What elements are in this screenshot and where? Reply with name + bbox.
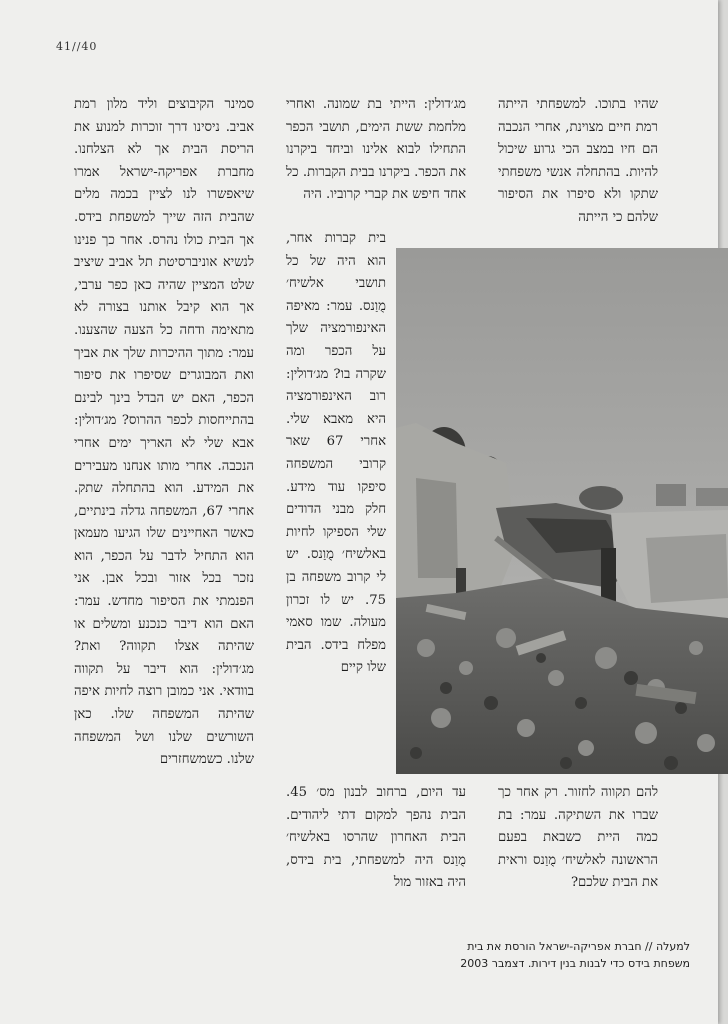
paragraph: עד היום, ברחוב לבנון מס׳ 45. הבית נהפך למקום דתי ליהודים. הבית האחרון שהרסו באלשיח׳ מֻוַנס היה למשפחתי, בית בידס, היה באזור מול bbox=[286, 785, 466, 891]
paragraph: בית קברות אחר, הוא היה של כל תושבי אלשיח׳ מֻוַנס. עמר: מאיפה האינפורמציה שלך על הכפר ומה שקרה בו? מג׳דולין: רוב האינפורמציה היא מאבא שלי. אחרי 67 שאר קרובי המשפחה סיפקו עוד מידע. חלק מבני הדודים שלי הספיקו לחיות באלשיח׳ מֻוַנס. יש לי קרוב משפחה בן 75. יש לו זכרון מעולה. שמו סאמי מפלח בידס. הבית שלו קיים bbox=[286, 231, 386, 676]
paragraph: סמינר הקיבוצים וליד מלון רמת אביב. ניסינו דרך זוכרות למנוע את הריסת הבית אך לא הצלחנו. מחברת אפריקה-ישראל אמרו שיאפשרו לנו לציין בכמה מלים שהבית הזה שייך למשפחת בידס. אך הבית כולו נהרס. אחר כך פנינו לנשיא אוניברסיטת תל אביב שיציב שלט המציין שהיה כאן כפר ערבי, אך הוא קיבל אותנו בצורה לא מתאימה ודחה כל הצעה שהצענו. עמר: מתוך ההיכרות שלך את אביך ואת המבוגרים שסיפרו את סיפור הכפר, האם יש הבדל בינך לבינם בהתייחסות לכפר ההרוס? מג׳דולין: אבא שלי לא האריך ימים אחרי הנכבה. אחרי מותו אנחנו מעבירים את המידע. הוא בהתחלה שתק. אחרי 67, המשפחה גדלה בינתיים, כאשר האחיינים שלו הגיעו מעמאן הוא התחיל לדבר על הכפר, הוא נזכר בכל אזור ובכל אבן. אני הפנמתי את הסיפור מחדש. עמר: האם הוא דיבר כנכנע ומשלים או שהיתה אצלו תקווה? ואת? מג׳דולין: הוא דיבר על תקווה בוודאי. אני כמובן רוצה לחיות איפה שהיתה המשפחה שלו. כאן השורשים שלנו ושל המשפחה שלנו. כשמשחזרים bbox=[74, 97, 254, 768]
text-column-middle-top bbox=[286, 94, 466, 207]
photo-caption: למעלה // חברת אפריקה-ישראל הורסת את בית משפחת בידס כדי לבנות בנין דירות. דצמבר 2003 bbox=[460, 940, 690, 970]
text-column-middle-bottom bbox=[286, 782, 466, 895]
page-number: 41//40 bbox=[56, 40, 98, 53]
paragraph: להם תקווה לחזור. רק אחר כך שברו את השתיקה. עמר: בת כמה היית כשבאת בפעם הראשונה לאלשיח׳ מֻוַנס וראית את הבית שלכם? bbox=[498, 785, 658, 891]
paragraph: שהיו בתוכו. למשפחתי הייתה רמת חיים מצוינת, אחרי הנכבה הם חיו במצב הכי גרוע שיכול להיות. בהתחלה אנשי משפחתי שתקו ולא סיפרו את הסיפור שלהם כי הייתה bbox=[498, 97, 658, 225]
text-column-middle-narrow bbox=[286, 228, 386, 680]
text-column-right-top bbox=[498, 94, 658, 230]
demolition-photo bbox=[396, 248, 728, 774]
demolition-photo-image bbox=[396, 248, 728, 774]
paragraph: מג׳דולין: הייתי בת שמונה. ואחרי מלחמת ששת הימים, תושבי הכפר התחילו לבוא אלינו וביחד ביקרנו את הכפר. ביקרנו בבית הקברות. כל אחד חיפש את קברי קרוביו. היה bbox=[286, 97, 466, 203]
text-column-right-bottom bbox=[498, 782, 658, 895]
text-column-left bbox=[74, 94, 254, 772]
